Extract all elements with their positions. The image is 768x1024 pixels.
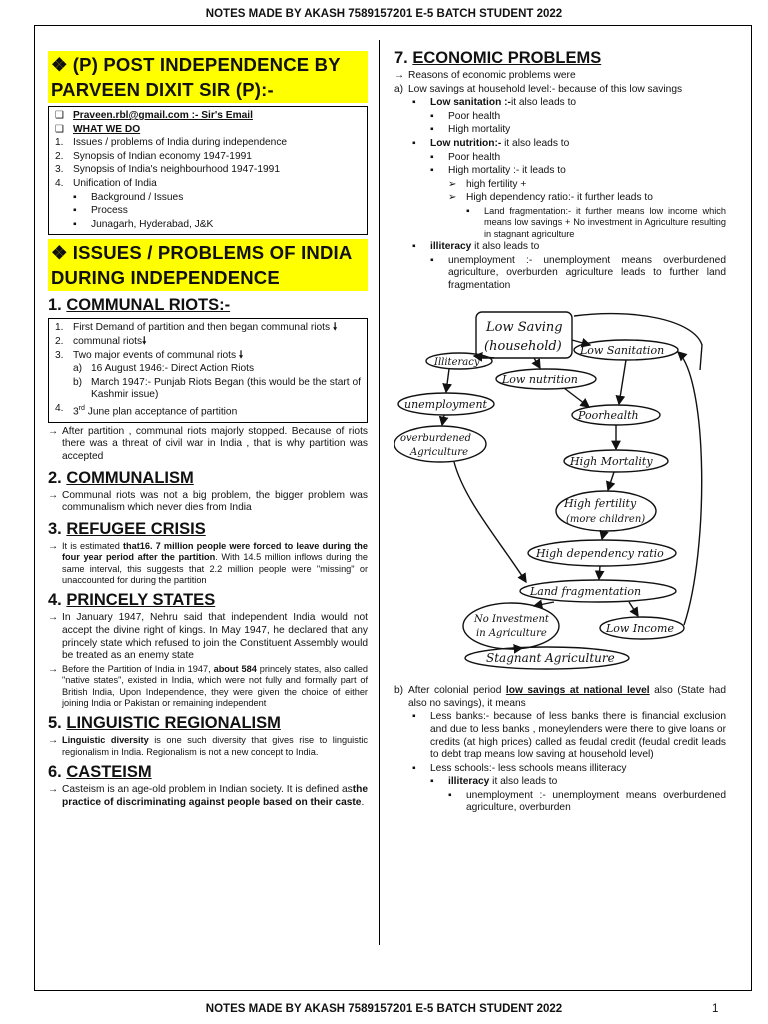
email-line: Praveen.rbl@gmail.com :- Sir's Email <box>73 110 253 121</box>
list-item: illiteracy it also leads to <box>430 241 540 253</box>
section-heading: 7. ECONOMIC PROBLEMS <box>394 49 602 67</box>
paragraph: Linguistic diversity is one such diversity that gives rise to linguistic regionalism in India. Regionalism is not a new concept to India. <box>62 735 369 757</box>
what-we-do-heading: WHAT WE DO <box>73 123 141 135</box>
flow-arrow <box>446 369 449 392</box>
flow-arrow <box>564 388 589 407</box>
flow-arrow <box>454 462 526 582</box>
issues-title <box>48 239 368 291</box>
list-item: High mortality <box>448 124 511 136</box>
list-item: Synopsis of Indian economy 1947-1991 <box>73 150 252 162</box>
flow-arrow <box>512 648 522 649</box>
node-label: Low nutrition <box>502 372 578 386</box>
list-item: Issues / problems of India during independence <box>73 137 288 149</box>
flow-arrow <box>678 352 702 625</box>
arrow-right-icon: → <box>48 735 59 747</box>
node-label: (household) <box>484 338 562 354</box>
arrow-right-icon: → <box>48 784 59 796</box>
list-item: Junagarh, Hyderabad, J&K <box>91 218 214 230</box>
list-item: Background / Issues <box>91 191 184 203</box>
paragraph: After partition , communal riots majorly stopped. Because of riots there was a threat of civil war in India , that is why partition was accepted <box>62 425 368 463</box>
list-item: illiteracy it also leads to <box>448 776 558 788</box>
list-item: Low nutrition:- it also leads to <box>430 137 570 149</box>
arrow-right-icon: → <box>48 489 59 501</box>
paragraph: Communal riots was not a big problem, the bigger problem was communalism which never dies from India <box>62 489 368 514</box>
list-item: Two major events of communal riots <box>73 349 237 361</box>
section-heading: 6. CASTEISM <box>48 763 152 782</box>
arrow-down-icon: 🠗 <box>142 335 147 347</box>
arrow-right-icon: → <box>48 663 59 675</box>
paragraph: Reasons of economic problems were <box>408 70 576 81</box>
flow-arrow <box>608 472 614 490</box>
node-label: in Agriculture <box>476 627 547 639</box>
node-label: unemployment <box>404 397 487 411</box>
list-item: Low sanitation :-it also leads to <box>430 97 577 109</box>
arrow-right-icon: → <box>394 70 405 81</box>
section-heading: 2. COMMUNALISM <box>48 468 194 487</box>
flow-arrow <box>602 531 604 539</box>
list-item: Land fragmentation:- it further means low income which means low savings + No investment in Agriculture resulting in stagnant agriculture <box>484 205 726 239</box>
arrow-right-icon: → <box>48 425 59 437</box>
list-item: First Demand of partition and then began communal riots <box>73 322 331 334</box>
main-title <box>48 51 368 103</box>
node-label: Poorhealth <box>578 408 639 422</box>
page-header: NOTES MADE BY AKASH 7589157201 E-5 BATCH STUDENT 2022 <box>205 8 563 20</box>
paragraph: In January 1947, Nehru said that independent India would not accept the divine right of kings. In May 1947, he declared that any princely state which refused to join the Constituent Assembly would be treated as an enemy state <box>62 612 368 662</box>
node-label: Illiteracy <box>434 356 480 368</box>
checkbox-bullet-icon: ❑ <box>55 123 65 135</box>
paragraph: Low savings at household level:- because of this low savings <box>408 83 683 95</box>
node-label: High Mortality <box>570 454 653 468</box>
flow-arrow <box>629 602 638 616</box>
list-item: unemployment :- unemployment means overburdened agriculture, overburden <box>466 789 726 814</box>
list-item: Unification of India <box>73 177 157 189</box>
list-item: Poor health <box>448 110 501 122</box>
arrow-down-icon: 🠗 <box>332 322 338 334</box>
flow-arrow <box>619 360 626 404</box>
info-box: ❑ Praveen.rbl@gmail.com :- Sir's Email ❑ WHAT WE DO 1. Issues / problems of India during independence 2. Synopsis of Indian economy 1947-1991 3. Synopsis of India's neighbourhood 1947-1991 4. Unification of India ▪ Background / Issues ▪ Process ▪ Junagarh, Hyderabad, J&K <box>48 106 368 235</box>
list-item: Process <box>91 205 128 217</box>
node-label: High dependency ratio <box>536 546 664 560</box>
section-heading: 3. REFUGEE CRISIS <box>48 519 206 538</box>
section-heading: 4. PRINCELY STATES <box>48 591 216 610</box>
issues-title-text: ISSUES / PROBLEMS OF INDIA DURING INDEPENDENCE <box>51 242 352 289</box>
flow-arrow <box>534 602 554 606</box>
node-label: Low Sanitation <box>580 343 665 357</box>
node-label: Stagnant Agriculture <box>486 650 615 665</box>
flow-arrow <box>599 566 600 579</box>
list-item: Poor health <box>448 151 501 163</box>
list-item: High mortality :- it leads to <box>448 165 566 177</box>
list-item: unemployment :- unemployment means overburdened agriculture, overburden agriculture leads to further land fragmentation <box>448 254 726 291</box>
node-label: (more children) <box>566 513 646 525</box>
diamond-bullet-icon: ❖ <box>51 54 68 75</box>
paragraph: After colonial period low savings at national level also (State had also no savings), it means <box>408 685 727 709</box>
paragraph: It is estimated that16. 7 million people were forced to leave during the four year period after the partition. With 14.5 million inflows during the same interval, this suggests that 2.2 million people were "missing" or unaccounted for during the partition <box>62 540 368 586</box>
section-heading: 5. LINGUISTIC REGIONALISM <box>48 714 281 733</box>
paragraph: Casteism is an age-old problem in Indian society. It is defined asthe practice of discriminating against people based on their caste. <box>62 784 368 808</box>
diamond-bullet-icon: ❖ <box>51 242 68 264</box>
node-label: Agriculture <box>410 446 468 458</box>
checkbox-bullet-icon: ❑ <box>55 110 65 121</box>
section-heading: 1. COMMUNAL RIOTS:- <box>48 296 231 315</box>
flow-arrow <box>534 358 540 368</box>
node-label: High fertility <box>564 496 637 510</box>
main-title-text: (P) POST INDEPENDENCE BY PARVEEN DIXIT SIR (P):- <box>51 54 341 100</box>
arrow-right-icon: → <box>48 612 59 624</box>
arrow-right-icon: → <box>48 540 59 552</box>
list-item: 16 August 1946:- Direct Action Riots <box>91 363 255 375</box>
list-item: March 1947:- Punjab Riots Began (this would be the start of Kashmir issue) <box>91 376 361 401</box>
node-label: Land fragmentation <box>530 584 642 598</box>
communal-riots-box: 1. First Demand of partition and then began communal riots 🠗 2. communal riots🠗 3. Two major events of communal riots 🠗 a) 16 August 1946:- Direct Action Riots b) March 1947:- Punjab Riots Began (this would be the start of Kashmir issue) 4. 3rd June plan acceptance of partition <box>48 318 368 423</box>
arrow-down-icon: 🠗 <box>238 349 244 361</box>
node-label: No Investment <box>474 613 549 625</box>
left-column <box>48 51 368 810</box>
list-item: Less schools:- less schools means illiteracy <box>430 762 627 774</box>
list-item: Synopsis of India's neighbourhood 1947-1991 <box>73 164 280 176</box>
page-number: 1 <box>712 1003 719 1015</box>
node-label: Low Saving <box>486 319 563 335</box>
list-item: high fertility + <box>466 178 527 190</box>
node-label: Low Income <box>606 621 674 635</box>
right-column: 7. ECONOMIC PROBLEMS → Reasons of economic problems were a) Low savings at household level:- because of this low savings ▪ Low sanitation :-it also leads to ▪ Poor health ▪ High mortality ▪ Low nutrition:- it also leads to ▪ Poor health ▪ High mortality :- it leads to ➢ high fertility + ➢ High dependency ratio:- it further leads to ▪ Land fragmentation:- it further means low income which means low savings + No investment in Agriculture resulting in stagnant agriculture ▪ illiteracy it also leads to ▪ unemployment :- unemployment means overburdened agriculture, overburden agriculture leads to further land fragmentation Low Saving (household) Illiteracy Low Sanitation Low nutrition unemployment overburdened Agriculture Poorhealth High Mortality High fertility (more children) High dependency ratio Land fragmentation Low Income No Investment in Agriculture Stagnant Agriculture b) After colonial period low savings at national level also (State had also no savings), it means ▪ Less banks:- because of less banks there is financial exclusion and due to less banks , moneylenders were there to give loans or credits (at high prices) called as feudal credit (feudal credit leads to debt trap means low saving at household level) ▪ Less schools:- less schools means illiteracy ▪ illiteracy it also leads to ▪ unemployment :- unemployment means overburdened agriculture, overburden <box>394 49 727 814</box>
list-item: June plan acceptance of partition <box>84 406 238 418</box>
list-item: Less banks:- because of less banks there is financial exclusion and due to less banks , moneylenders were there to give loans or credits (at high prices) called as feudal credit (feudal credit leads to debt trap means low saving at household level) <box>430 711 726 761</box>
list-item: communal riots <box>73 335 143 347</box>
column-divider <box>379 40 380 945</box>
flow-arrow <box>442 415 444 425</box>
economic-problems-flow-diagram <box>394 300 710 670</box>
paragraph: Before the Partition of India in 1947, about 584 princely states, also called "native states", existed in India, which were not fully and formally part of British India, Upon Independence, they were given the choice of either joining India or Pakistan or remaining independent <box>62 663 369 709</box>
node-label: overburdened <box>400 432 472 444</box>
page-footer: NOTES MADE BY AKASH 7589157201 E-5 BATCH STUDENT 2022 <box>205 1003 563 1015</box>
node-no-investment <box>463 603 559 649</box>
list-item: High dependency ratio:- it further leads to <box>466 192 653 204</box>
